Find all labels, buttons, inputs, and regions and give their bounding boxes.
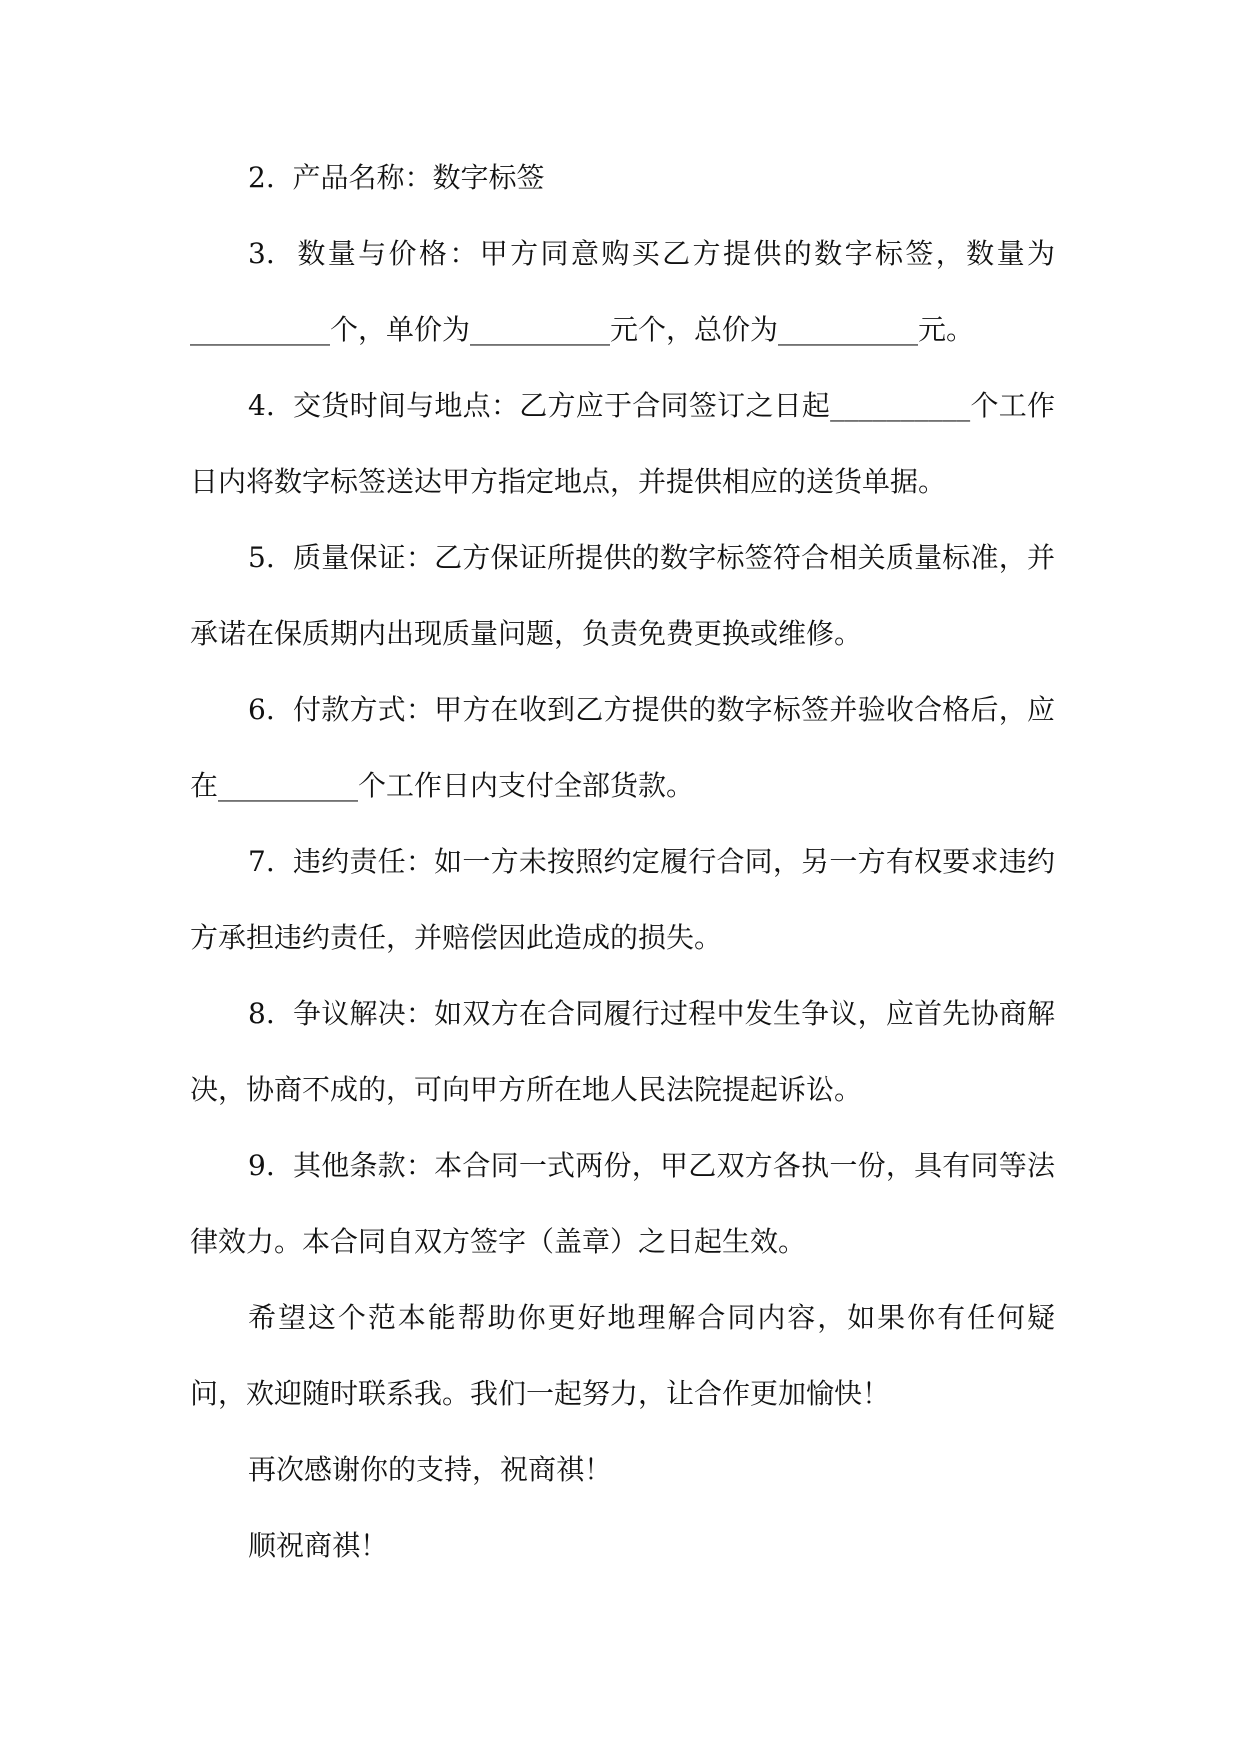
clause-delivery: 4. 交货时间与地点：乙方应于合同签订之日起__________个工作日内将数字标签送达甲方指定地点，并提供相应的送货单据。 [190, 389, 1055, 498]
regards-line: 顺祝商祺！ [248, 1529, 389, 1562]
clause-payment: 6. 付款方式：甲方在收到乙方提供的数字标签并验收合格后，应在__________个工作日内支付全部货款。 [190, 693, 1055, 802]
clause-quantity-price: 3. 数量与价格：甲方同意购买乙方提供的数字标签，数量为__________个，单价为__________元个，总价为__________元。 [190, 237, 1055, 346]
clause-product-name: 2. 产品名称：数字标签 [248, 161, 545, 194]
clause-quality: 5. 质量保证：乙方保证所提供的数字标签符合相关质量标准，并承诺在保质期内出现质量问题，负责免费更换或维修。 [190, 541, 1055, 650]
clause-breach: 7. 违约责任：如一方未按照约定履行合同，另一方有权要求违约方承担违约责任，并赔偿因此造成的损失。 [190, 845, 1055, 954]
document-body [190, 140, 1055, 1584]
clause-dispute: 8. 争议解决：如双方在合同履行过程中发生争议，应首先协商解决，协商不成的，可向甲方所在地人民法院提起诉讼。 [190, 997, 1055, 1106]
thanks-line: 再次感谢你的支持，祝商祺！ [248, 1453, 613, 1486]
clause-other: 9. 其他条款：本合同一式两份，甲乙双方各执一份，具有同等法律效力。本合同自双方签字（盖章）之日起生效。 [190, 1149, 1055, 1258]
closing-paragraph: 希望这个范本能帮助你更好地理解合同内容，如果你有任何疑问，欢迎随时联系我。我们一起努力，让合作更加愉快！ [190, 1301, 1055, 1410]
